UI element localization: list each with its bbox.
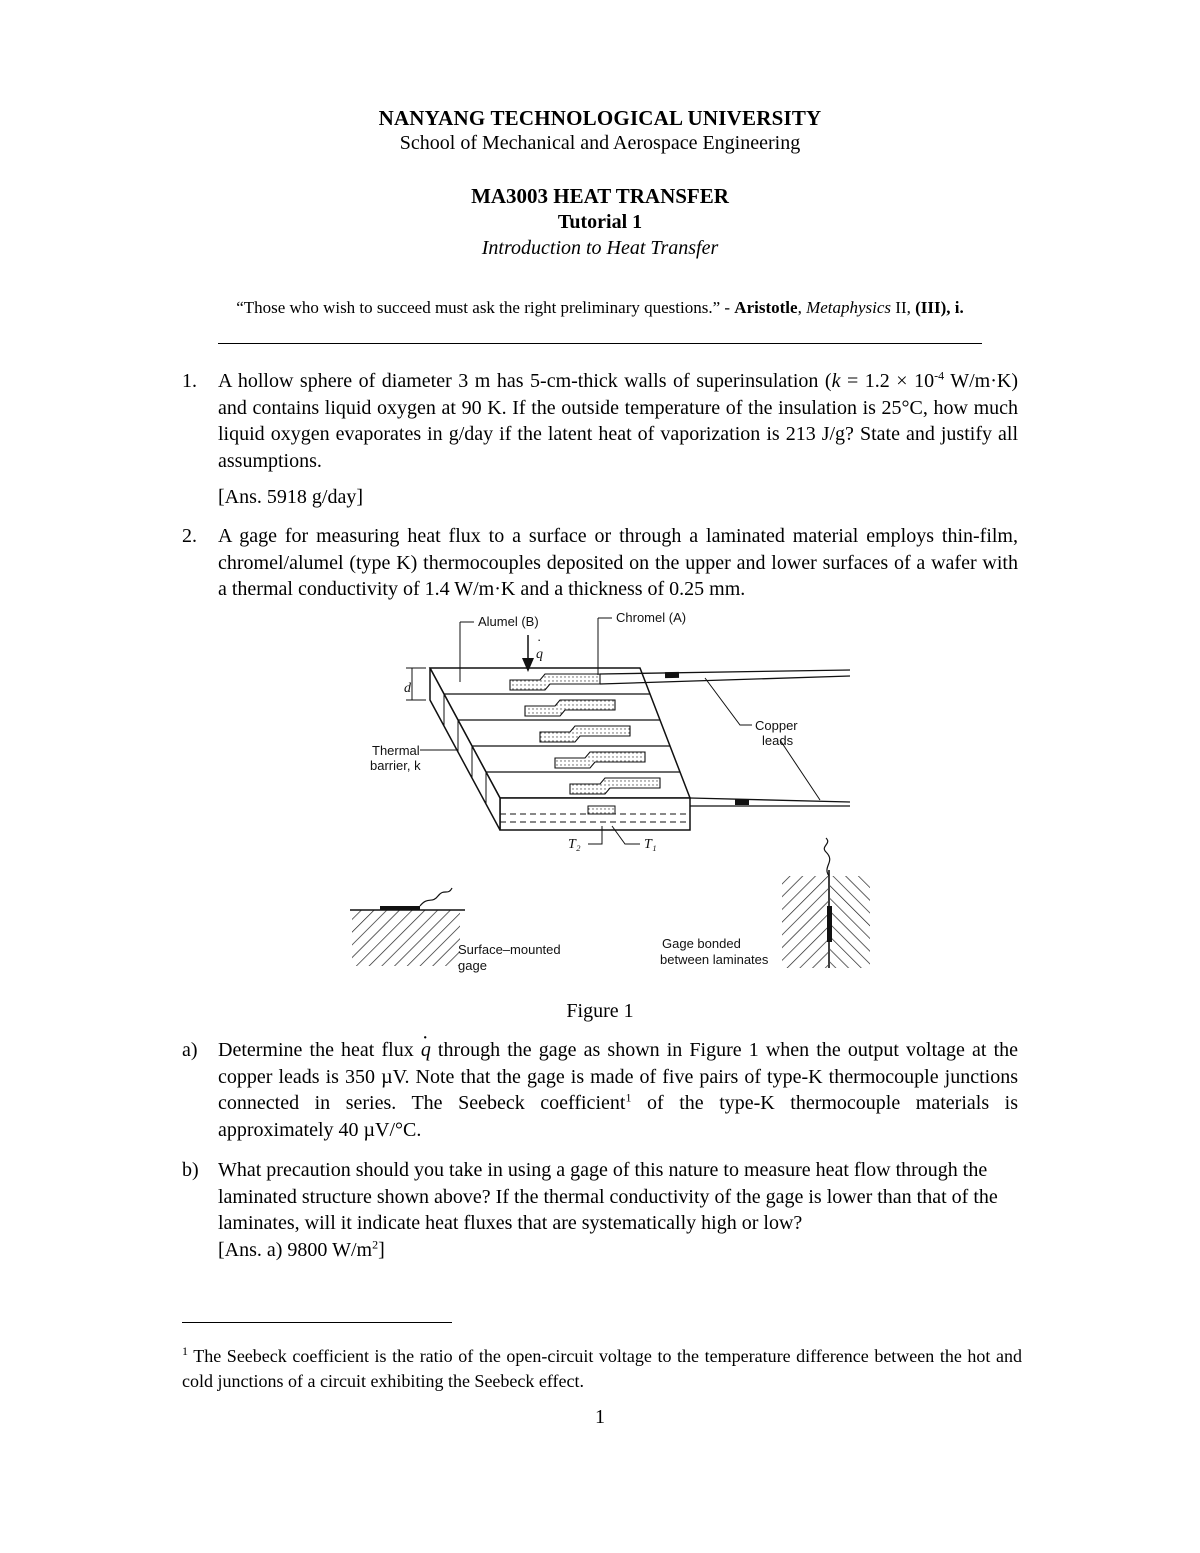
footnote-text: The Seebeck coefficient is the ratio of the open-circuit voltage to the temperature difference between the hot and cold junctions of a circuit exhibiting the Seebeck effect.: [182, 1346, 1022, 1391]
part-b-answer: [Ans. a) 9800 W/m: [218, 1238, 373, 1261]
header-divider: [218, 343, 982, 344]
quote-text: “Those who wish to succeed must ask the right preliminary questions.” -: [236, 298, 735, 317]
label-thermal-1: Thermal: [372, 743, 420, 758]
school-name: School of Mechanical and Aerospace Engineering: [399, 132, 801, 154]
label-heat-flux-q: q: [536, 647, 543, 662]
label-surface-2: gage: [458, 958, 487, 973]
label-chromel: Chromel (A): [616, 610, 687, 625]
question-1-number: 1.: [182, 370, 197, 392]
question-1-answer: [Ans. 5918 g/day]: [218, 486, 363, 508]
surface-mounted-substrate: [352, 910, 460, 966]
figure-caption: Figure 1: [566, 1000, 634, 1022]
exponent: -4: [934, 368, 945, 383]
tutorial-subtitle: Introduction to Heat Transfer: [481, 237, 719, 259]
course-title: MA3003 HEAT TRANSFER: [471, 184, 729, 208]
tutorial-title: Tutorial 1: [557, 211, 643, 233]
footnote: [182, 1344, 1022, 1394]
svg-text:·: ·: [537, 632, 542, 647]
part-a-text: Determine the heat flux · q through the gage as shown in Figure 1 when the output voltage at the copper leads is 350 µV. Note that the gage is made of five pairs of type-K thermocouple junctions connected in series. The Seebeck coefficient$^1$ of the type-K thermocouple materials is approximately 40 µV/°C.: [218, 1037, 1018, 1143]
laminate-right: [830, 876, 870, 968]
label-bonded-2: between laminates: [660, 952, 769, 967]
label-copper-1: Copper: [755, 718, 798, 733]
label-d: d: [404, 681, 411, 696]
page-number: 1: [595, 1406, 605, 1428]
quote-work: Metaphysics: [806, 298, 892, 317]
question-2-text: A gage for measuring heat flux to a surface or through a laminated material employs thin-film, chromel/alumel (type K) thermocouples deposited on the upper and lower surfaces of a wafer with a thermal conductivity of 1.4 W/m·K and a thickness of 0.25 mm.: [218, 525, 1018, 600]
question-1-text: A hollow sphere of diameter 3 m has 5-cm-thick walls of superinsulation ($k = 1.2 \times 10^{-4}$ W/m·K) and contains liquid oxygen at 90 K. If the outside temperature of the insulation is 25°C, how much liquid oxygen evaporates in g/day if the latent heat of vaporization is 213 J/g? State and justify all assumptions.: [218, 368, 1018, 472]
laminate-left: [782, 876, 828, 968]
university-name: NANYANG TECHNOLOGICAL UNIVERSITY: [378, 106, 822, 130]
label-t2: T₂: [568, 837, 581, 852]
footnote-divider: [182, 1322, 452, 1323]
label-t1: T₁: [644, 837, 657, 852]
quote-ref: II,: [895, 298, 911, 317]
label-alumel: Alumel (B): [478, 614, 539, 629]
question-2-number: 2.: [182, 525, 197, 547]
q-dot-symbol: · q: [421, 1037, 431, 1064]
k-symbol: k: [831, 370, 841, 392]
quote-author: Aristotle: [734, 298, 798, 317]
label-bonded-1: Gage bonded: [662, 936, 741, 951]
label-surface-1: Surface–mounted: [458, 942, 561, 957]
epigraph-quote: “Those who wish to succeed must ask the right preliminary questions.” - Aristotle, Metaphysics II, (III), i.: [236, 298, 964, 317]
quote-ref-bold: (III), i.: [915, 298, 964, 317]
part-b-text: What precaution should you take in using a gage of this nature to measure heat flow through the laminated structure shown above? If the thermal conductivity of the gage is lower than that of the laminates, will it indicate heat fluxes that are systematically high or low? [Ans. a) 9800 $W/m^2$]: [218, 1159, 998, 1261]
heat-flux-gage-figure: [340, 600, 880, 1000]
label-copper-2: leads: [762, 733, 794, 748]
part-b-label: b): [182, 1159, 199, 1181]
footnote-marker: 1: [182, 1344, 188, 1358]
part-a-label: a): [182, 1039, 198, 1061]
label-thermal-2: barrier, k: [370, 758, 421, 773]
footnote-ref: 1: [625, 1090, 632, 1105]
